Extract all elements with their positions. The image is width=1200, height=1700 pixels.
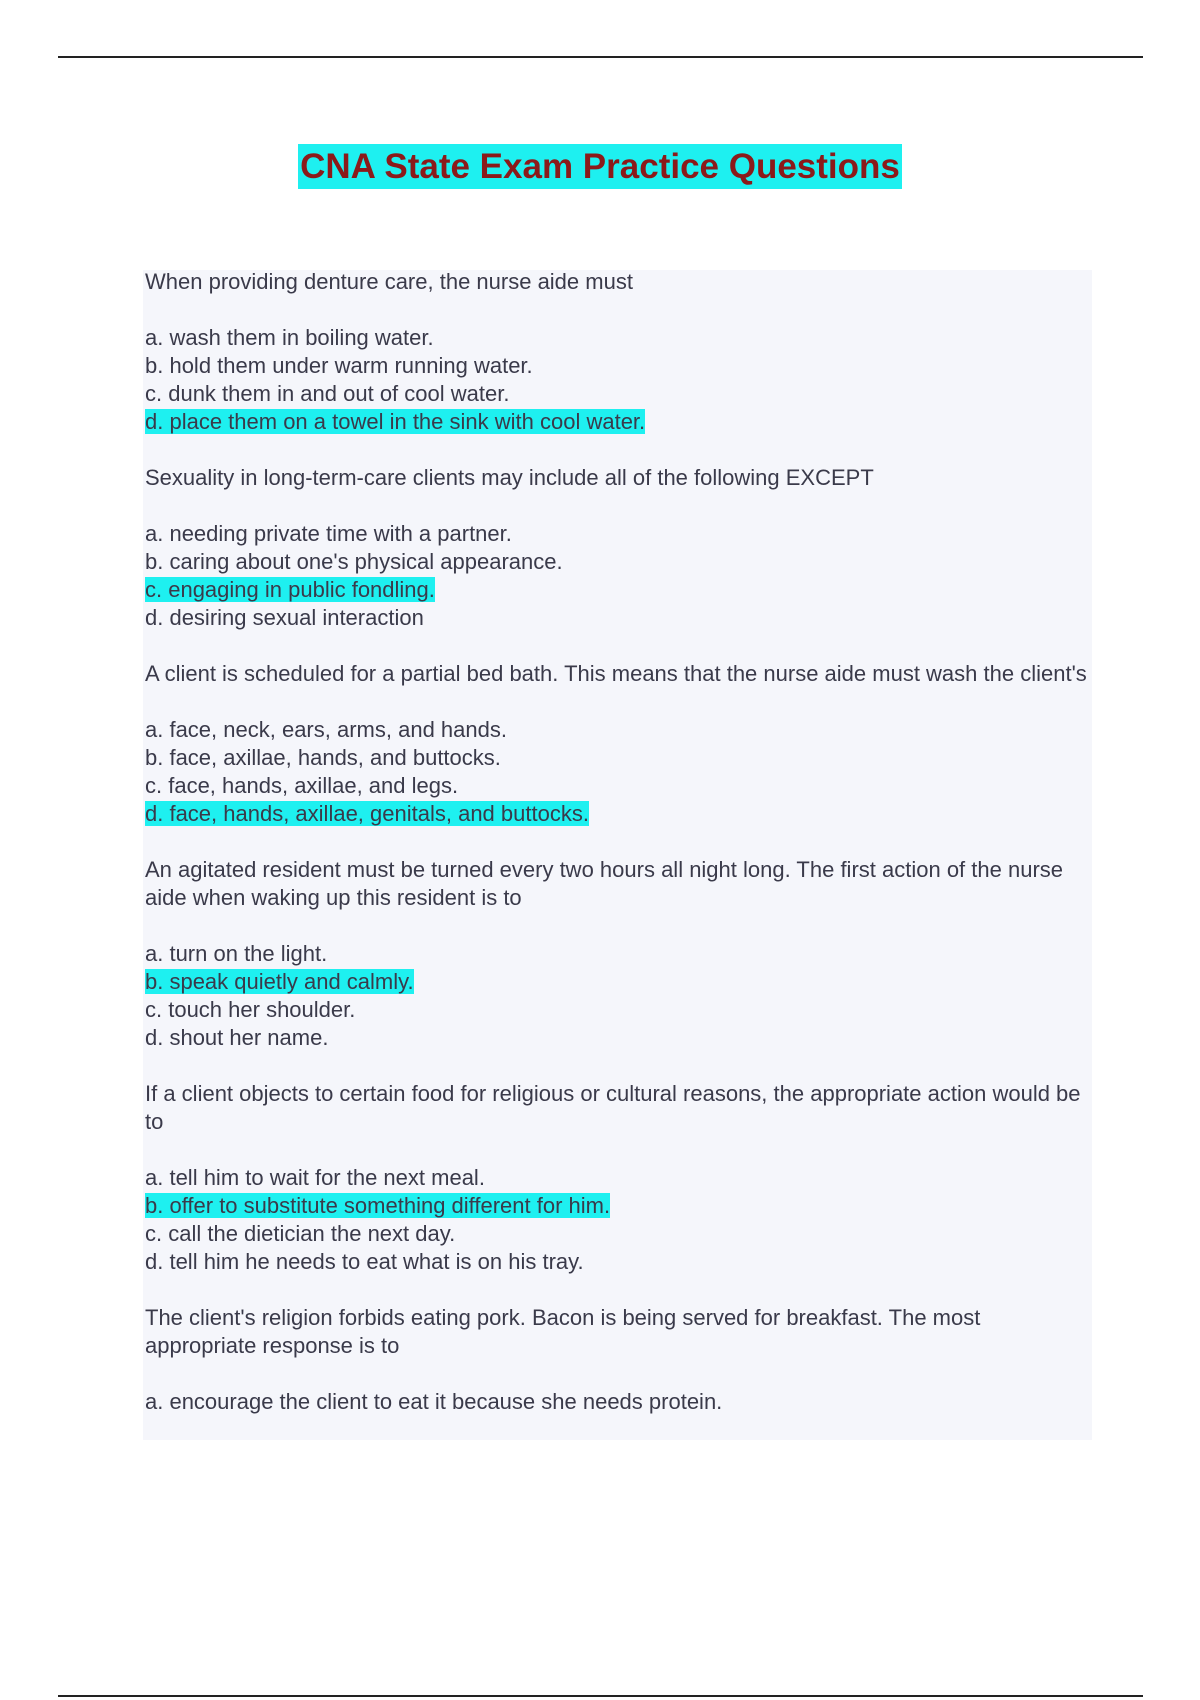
answer-option [145, 1248, 1090, 1276]
option-label: a. tell him to wait for the next meal. [145, 1165, 485, 1190]
option-label: a. wash them in boiling water. [145, 325, 434, 350]
option-label: b. speak quietly and calmly. [145, 969, 414, 994]
answer-option [145, 1388, 1090, 1416]
answer-option [145, 520, 1090, 548]
answer-option [145, 1164, 1090, 1192]
question-text: When providing denture care, the nurse aide must [145, 269, 633, 294]
option-label: b. face, axillae, hands, and buttocks. [145, 745, 501, 770]
option-label: c. face, hands, axillae, and legs. [145, 773, 459, 798]
answer-option [145, 380, 1090, 408]
correct-answer-option [145, 968, 1090, 996]
option-list [145, 520, 1090, 632]
answer-option [145, 324, 1090, 352]
option-label: d. shout her name. [145, 1025, 329, 1050]
question-text: Sexuality in long-term-care clients may include all of the following EXCEPT [145, 465, 874, 490]
question-text: A client is scheduled for a partial bed bath. This means that the nurse aide must wash the client's [145, 661, 1087, 686]
answer-option [145, 352, 1090, 380]
answer-option [145, 604, 1090, 632]
question-block [145, 268, 1090, 436]
option-list [145, 1388, 1090, 1416]
option-label: c. dunk them in and out of cool water. [145, 381, 510, 406]
option-list [145, 1164, 1090, 1276]
page-title: CNA State Exam Practice Questions [298, 144, 902, 189]
correct-answer-option [145, 408, 1090, 436]
option-list [145, 716, 1090, 828]
question-text: An agitated resident must be turned every two hours all night long. The first action of the nurse aide when waking up this resident is to [145, 857, 1064, 910]
question-text: If a client objects to certain food for religious or cultural reasons, the appropriate action would be to [145, 1081, 1081, 1134]
correct-answer-option [145, 800, 1090, 828]
answer-option [145, 1220, 1090, 1248]
answer-option [145, 1024, 1090, 1052]
answer-option [145, 744, 1090, 772]
answer-option [145, 716, 1090, 744]
option-label: a. turn on the light. [145, 941, 328, 966]
correct-answer-option [145, 1192, 1090, 1220]
option-label: c. engaging in public fondling. [145, 577, 435, 602]
option-label: a. encourage the client to eat it because she needs protein. [145, 1389, 723, 1414]
question-text: The client's religion forbids eating pork. Bacon is being served for breakfast. The most appropriate response is to [145, 1305, 981, 1358]
option-label: c. touch her shoulder. [145, 997, 356, 1022]
question-list [145, 268, 1090, 1444]
question-block [145, 1080, 1090, 1276]
option-list [145, 940, 1090, 1052]
title-container [0, 144, 1200, 189]
option-label: b. caring about one's physical appearance. [145, 549, 563, 574]
option-label: c. call the dietician the next day. [145, 1221, 456, 1246]
correct-answer-option [145, 576, 1090, 604]
answer-option [145, 548, 1090, 576]
option-label: b. offer to substitute something different for him. [145, 1193, 611, 1218]
question-block [145, 660, 1090, 828]
bottom-rule [58, 1695, 1143, 1697]
top-rule [58, 56, 1143, 58]
option-label: a. needing private time with a partner. [145, 521, 512, 546]
answer-option [145, 772, 1090, 800]
answer-option [145, 996, 1090, 1024]
option-label: d. desiring sexual interaction [145, 605, 424, 630]
option-label: b. hold them under warm running water. [145, 353, 533, 378]
question-block [145, 1304, 1090, 1416]
option-label: d. place them on a towel in the sink with cool water. [145, 409, 646, 434]
question-block [145, 856, 1090, 1052]
option-label: d. face, hands, axillae, genitals, and buttocks. [145, 801, 589, 826]
option-label: d. tell him he needs to eat what is on his tray. [145, 1249, 584, 1274]
option-label: a. face, neck, ears, arms, and hands. [145, 717, 507, 742]
question-block [145, 464, 1090, 632]
option-list [145, 324, 1090, 436]
answer-option [145, 940, 1090, 968]
